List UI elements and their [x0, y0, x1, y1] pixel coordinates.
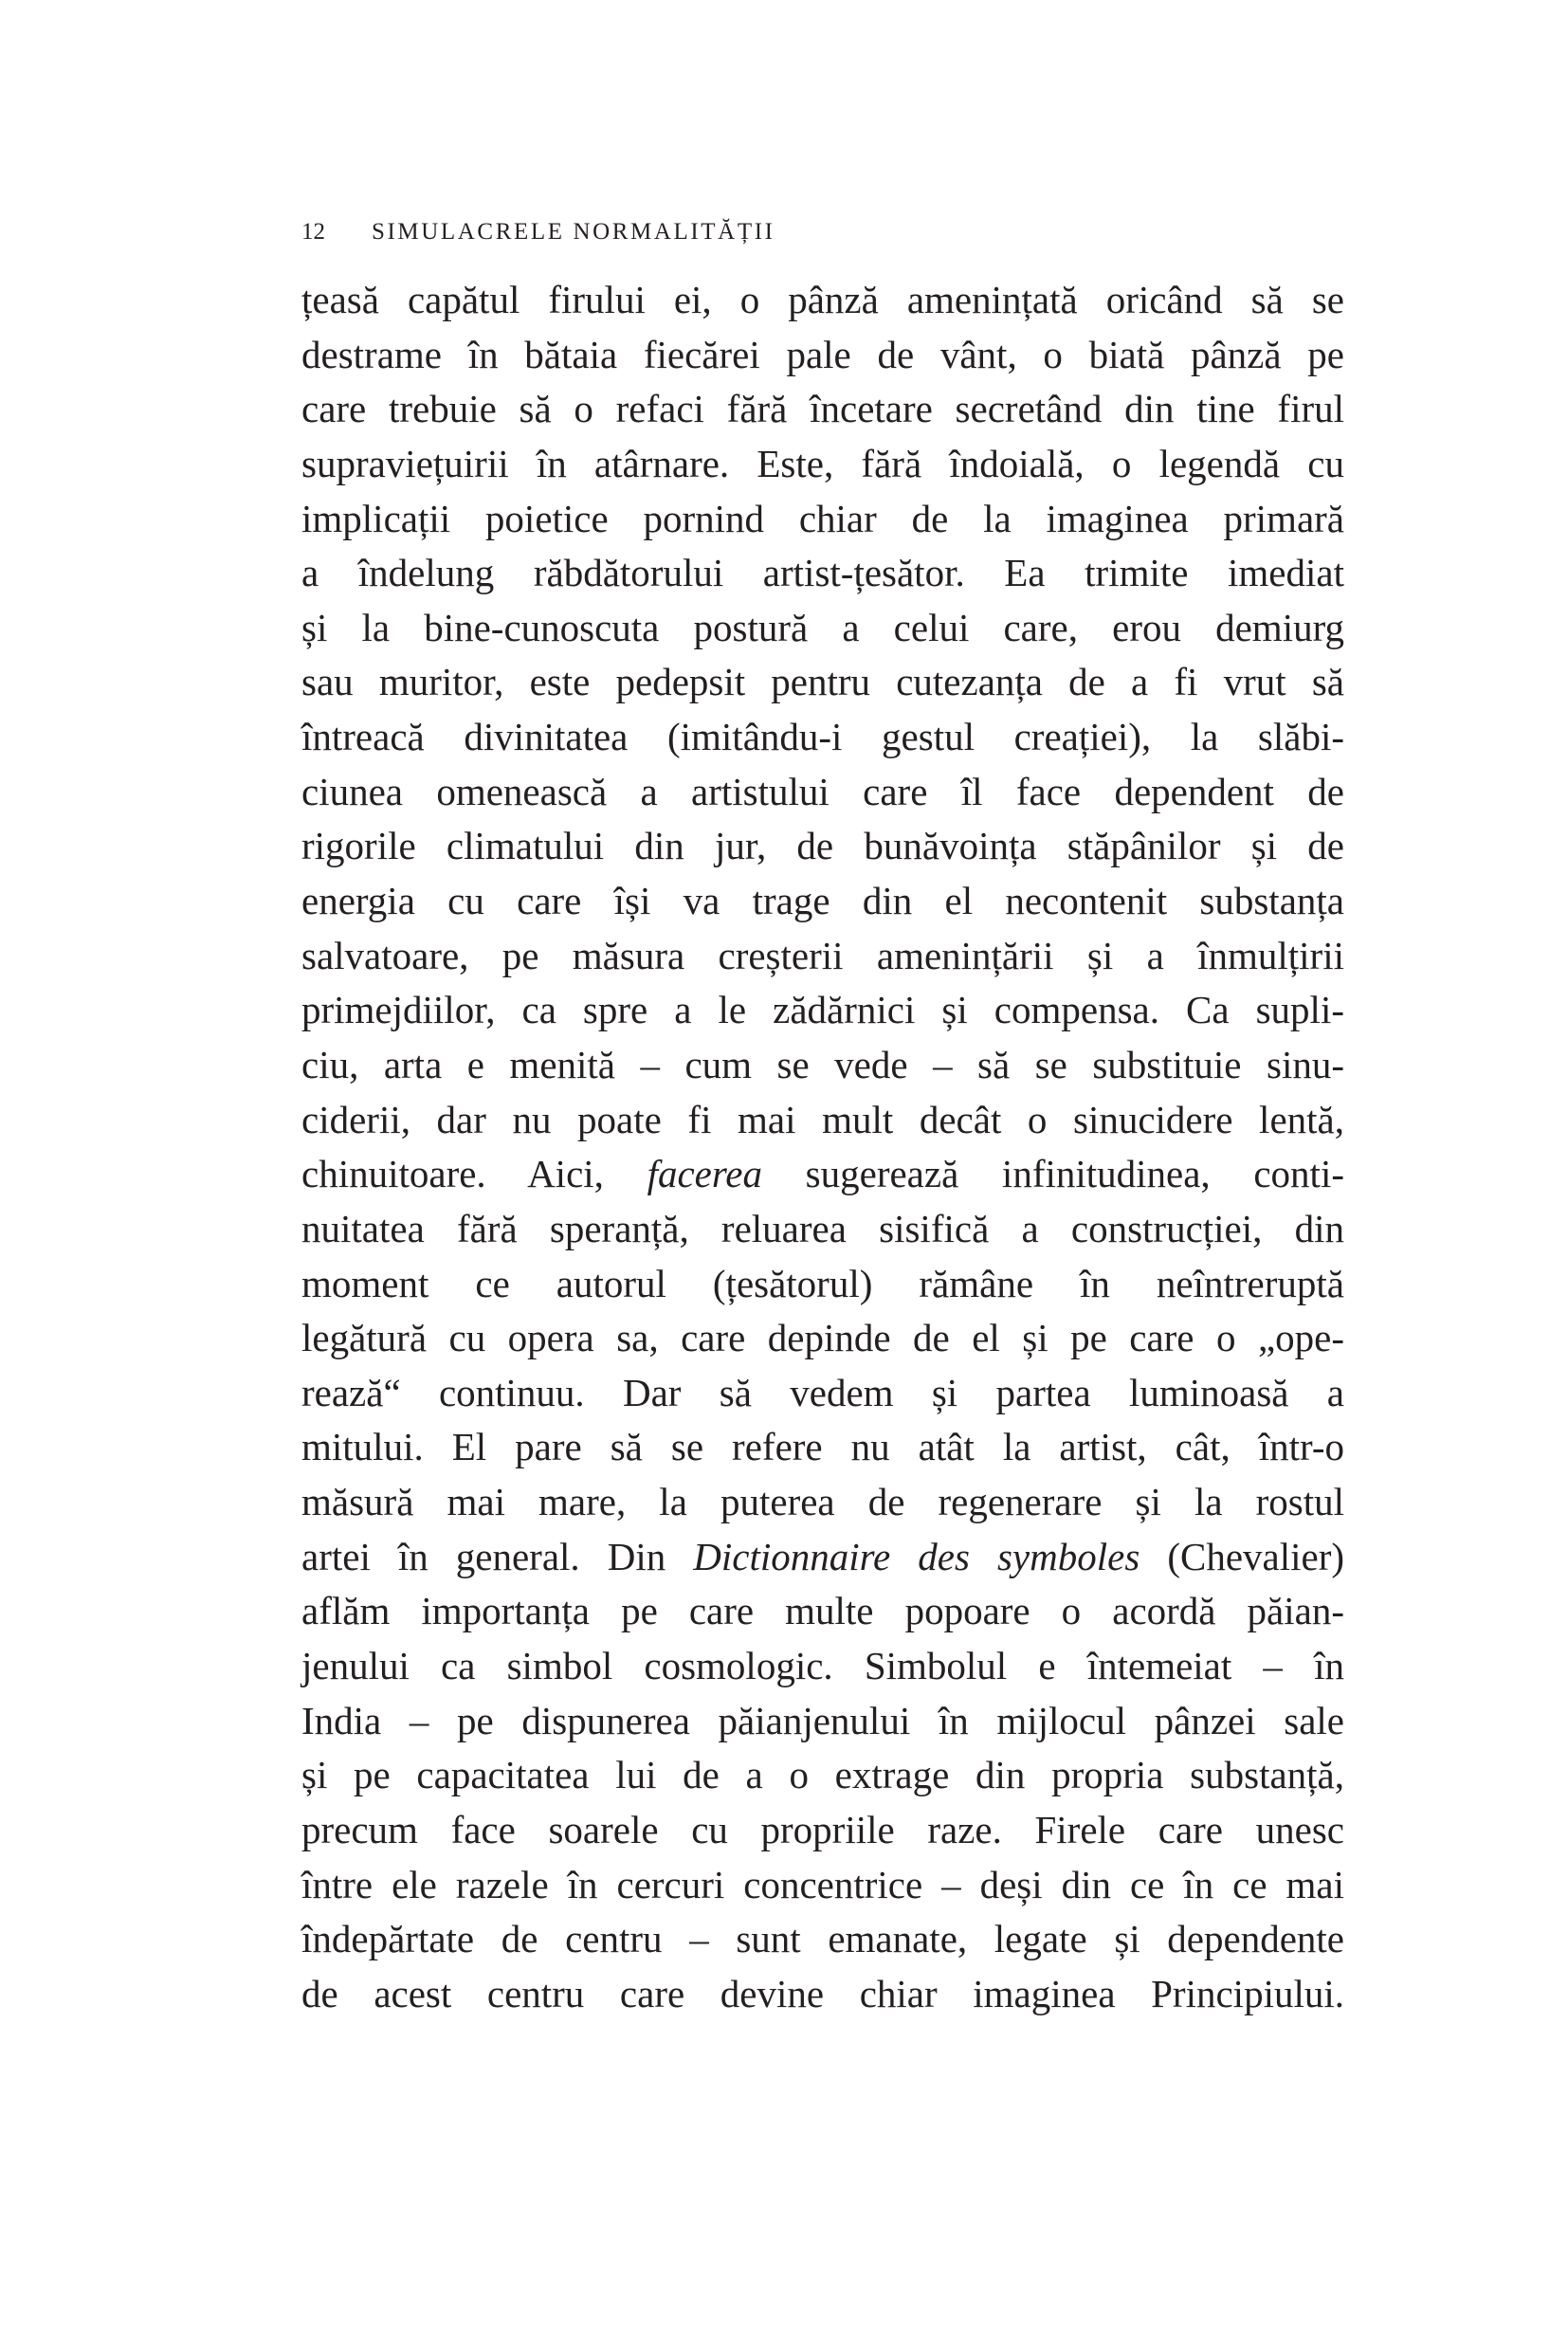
text-line — [301, 819, 1344, 874]
text-segment: ciderii, dar nu poate fi mai mult decât o sinucidere lentă, — [301, 1097, 1344, 1141]
text-line — [301, 1257, 1344, 1312]
page-number: 12 — [301, 219, 325, 245]
text-line — [301, 273, 1344, 328]
text-segment: țeasă capătul firului ei, o pânză amenințată oricând să se — [301, 278, 1344, 321]
text-line — [301, 1803, 1344, 1858]
text-segment: măsură mai mare, la puterea de regenerare și la rostul — [301, 1480, 1344, 1524]
text-line — [301, 1858, 1344, 1913]
italic-title-text: facerea — [647, 1152, 762, 1196]
text-line — [301, 1420, 1344, 1475]
text-segment: sau muritor, este pedepsit pentru cutezanța de a fi vrut să — [301, 660, 1344, 704]
text-segment: a îndelung răbdătorului artist-țesător. Ea trimite imediat — [301, 551, 1344, 595]
text-line — [301, 710, 1344, 765]
text-segment: care trebuie să o refaci fără încetare secretând din tine firul — [301, 387, 1344, 431]
text-segment: India – pe dispunerea păianjenului în mijlocul pânzei sale — [301, 1698, 1344, 1742]
text-segment: sugerează infinitudinea, conti- — [762, 1152, 1344, 1196]
text-line — [301, 1311, 1344, 1366]
text-segment: implicații poietice pornind chiar de la imaginea primară — [301, 496, 1344, 540]
text-segment: și la bine-cunoscuta postură a celui care, erou demiurg — [301, 605, 1344, 649]
text-line — [301, 492, 1344, 547]
text-line — [301, 1366, 1344, 1421]
body-text — [301, 273, 1344, 2022]
text-line — [301, 1967, 1344, 2022]
text-line — [301, 546, 1344, 601]
text-line — [301, 1475, 1344, 1530]
text-segment: (Chevalier) — [1140, 1534, 1344, 1578]
text-line — [301, 1038, 1344, 1093]
book-title: SIMULACRELE NORMALITĂȚII — [372, 219, 775, 245]
text-segment: aflăm importanța pe care multe popoare o acordă păian- — [301, 1589, 1344, 1633]
text-line — [301, 874, 1344, 929]
text-segment: nuitatea fără speranță, reluarea sisifică a construcției, din — [301, 1206, 1344, 1250]
text-line — [301, 437, 1344, 492]
text-segment: și pe capacitatea lui de a o extrage din propria substanță, — [301, 1753, 1344, 1797]
text-line — [301, 655, 1344, 710]
text-line — [301, 1530, 1344, 1585]
text-line — [301, 765, 1344, 820]
text-line — [301, 1147, 1344, 1202]
text-line — [301, 1202, 1344, 1257]
text-line — [301, 1584, 1344, 1639]
text-segment: între ele razele în cercuri concentrice – deși din ce în ce mai — [301, 1862, 1344, 1906]
text-line — [301, 1093, 1344, 1148]
text-segment: mitului. El pare să se refere nu atât la artist, cât, într-o — [301, 1425, 1344, 1469]
text-line — [301, 983, 1344, 1038]
text-segment: de acest centru care devine chiar imaginea Principiului. — [301, 1971, 1344, 2015]
text-line — [301, 1694, 1344, 1749]
text-segment: salvatoare, pe măsura creșterii amenințării și a înmulțirii — [301, 933, 1344, 977]
text-line — [301, 382, 1344, 437]
text-segment: primejdiilor, ca spre a le zădărnici și compensa. Ca supli- — [301, 988, 1344, 1032]
text-line — [301, 328, 1344, 383]
text-segment: rigorile climatului din jur, de bunăvoința stăpânilor și de — [301, 824, 1344, 868]
text-segment: îndepărtate de centru – sunt emanate, legate și dependente — [301, 1917, 1344, 1961]
text-segment: precum face soarele cu propriile raze. Firele care unesc — [301, 1807, 1344, 1851]
text-segment: ciunea omenească a artistului care îl face dependent de — [301, 769, 1344, 813]
text-segment: ciu, arta e menită – cum se vede – să se substituie sinu- — [301, 1042, 1344, 1086]
text-segment: moment ce autorul (țesătorul) rămâne în neîntreruptă — [301, 1261, 1344, 1305]
text-segment: jenului ca simbol cosmologic. Simbolul e întemeiat – în — [301, 1644, 1344, 1688]
text-segment: rează“ continuu. Dar să vedem și partea luminoasă a — [301, 1370, 1344, 1414]
text-line — [301, 1912, 1344, 1967]
italic-title-text: Dictionnaire des symboles — [693, 1534, 1140, 1578]
text-segment: supraviețuirii în atârnare. Este, fără îndoială, o legendă cu — [301, 441, 1344, 485]
text-line — [301, 929, 1344, 984]
text-segment: energia cu care își va trage din el necontenit substanța — [301, 879, 1344, 923]
text-segment: destrame în bătaia fiecărei pale de vânt, o biată pânză pe — [301, 332, 1344, 376]
text-line — [301, 1748, 1344, 1803]
text-segment: chinuitoare. Aici, — [301, 1152, 647, 1196]
text-segment: artei în general. Din — [301, 1534, 694, 1578]
text-segment: întreacă divinitatea (imitându-i gestul creației), la slăbi- — [301, 715, 1344, 759]
text-line — [301, 601, 1344, 656]
running-head — [301, 216, 775, 248]
text-line — [301, 1639, 1344, 1694]
text-segment: legătură cu opera sa, care depinde de el și pe care o „ope- — [301, 1316, 1344, 1360]
